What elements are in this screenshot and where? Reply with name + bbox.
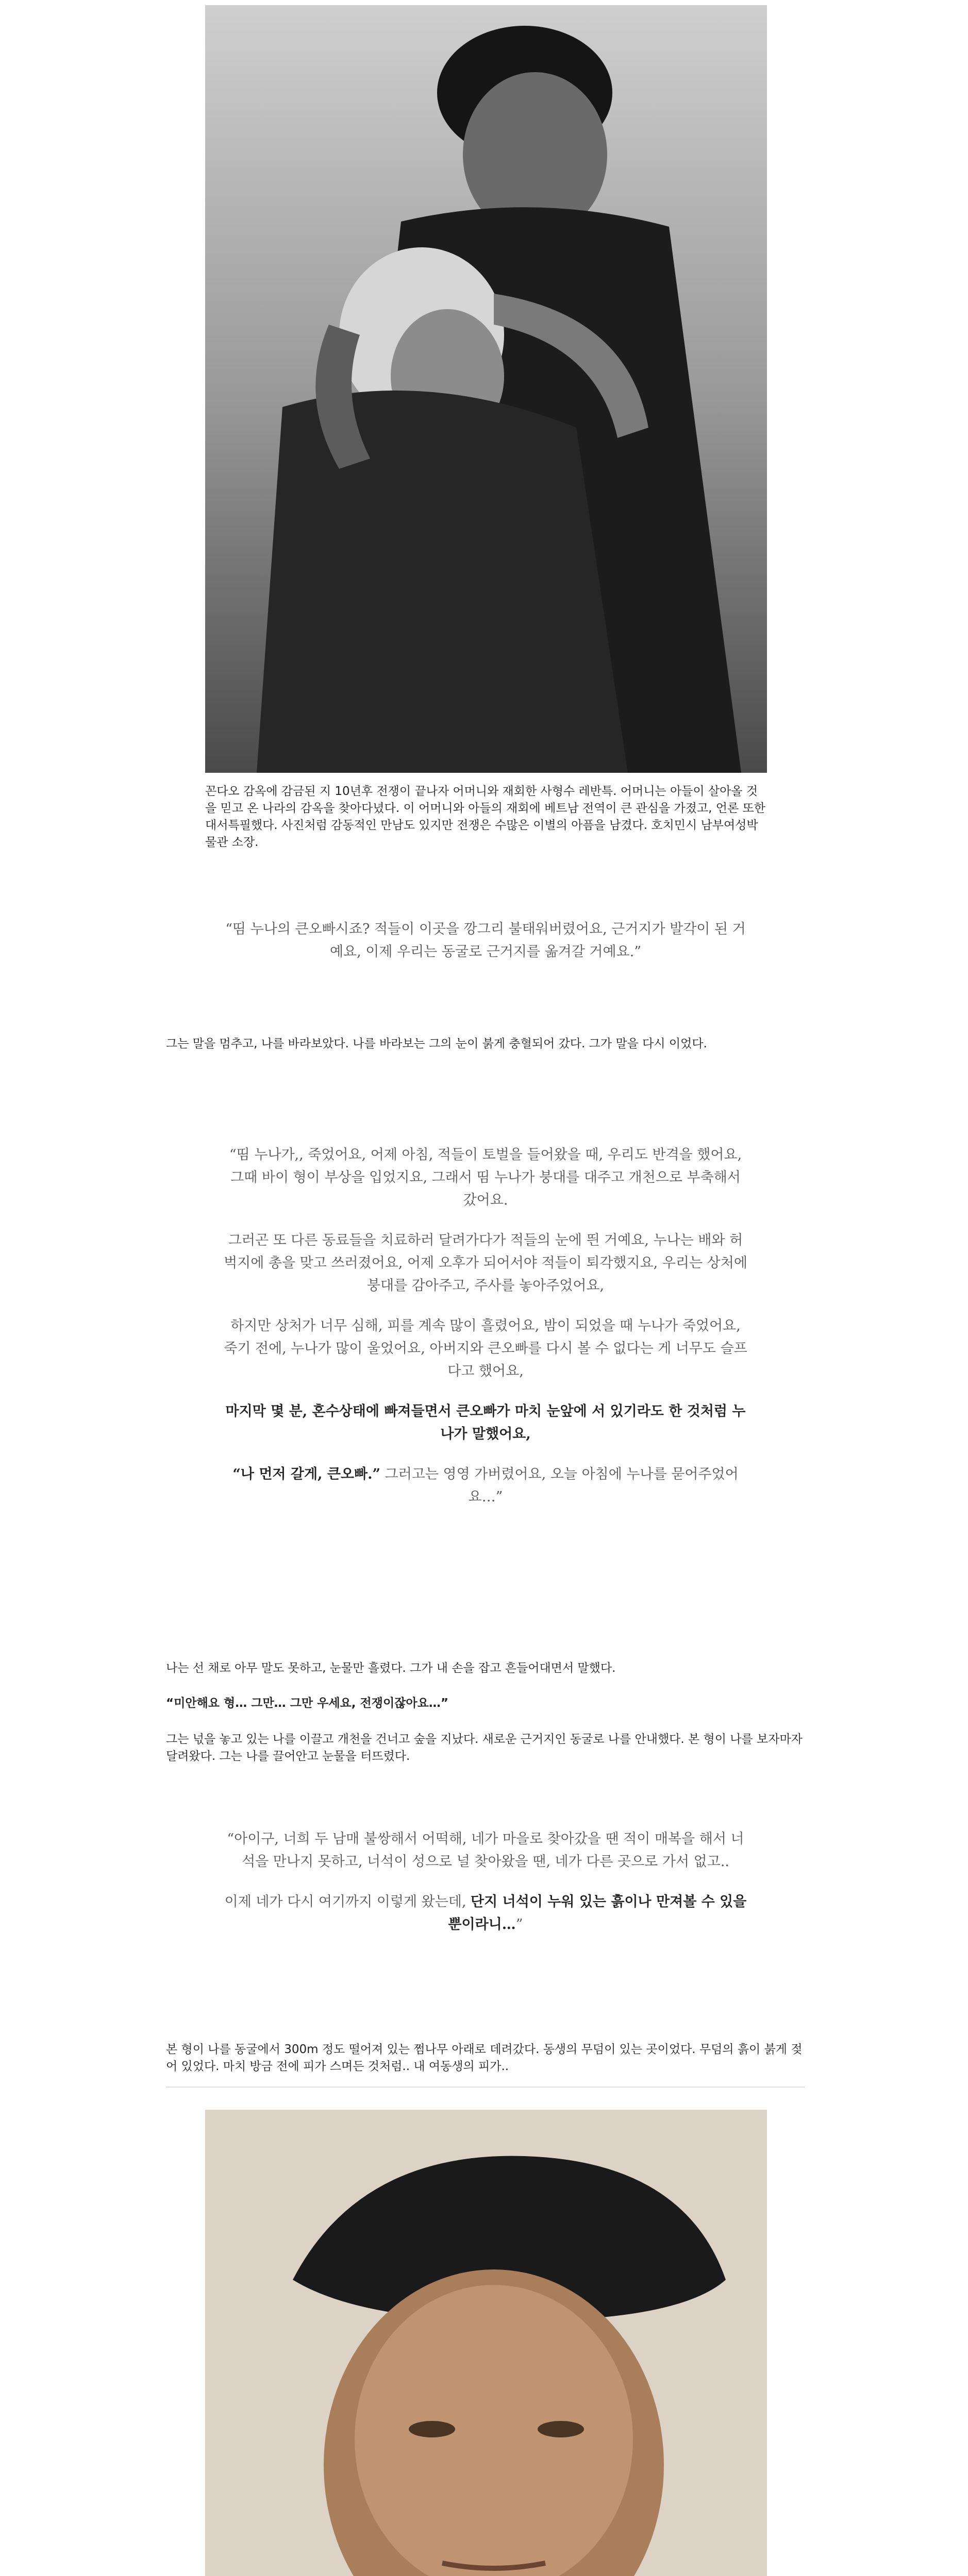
quote-paragraph: “아이구, 너희 두 남매 불쌍해서 어떡해, 네가 마을로 찾아갔을 땐 적이 매복을 해서 너석을 만나지 못하고, 너석이 성으로 널 찾아왔을 땐, 네가 다른 곳으로 가서 없고..: [227, 1831, 744, 1870]
paragraph: 나는 선 채로 아무 말도 못하고, 눈물만 흘렸다. 그가 내 손을 잡고 흔들어대면서 말했다.: [166, 1662, 616, 1675]
photo-caption: 꼰다오 감옥에 감금된 지 10년후 전쟁이 끝나자 어머니와 재회한 사형수 레반특. 어머니는 아들이 살아올 것을 믿고 온 나라의 감옥을 찾아다녔다. 이 어머니와 아들의 재회에 베트남 전역이 큰 관심을 가졌고, 언론 또한 대서특필했다. 사진처럼 감동적인 만남도 있지만 전쟁은 수많은 이별의 아픔을 남겼다. 호치민시 남부여성박물관 소장.: [205, 785, 765, 849]
quote-block-3: [223, 1828, 748, 1936]
quote-paragraph: 그러곤 또 다른 동료들을 치료하러 달려가다가 적들의 눈에 띈 거예요, 누나는 배와 허벅지에 총을 맞고 쓰러졌어요, 어제 오후가 되어서야 적들이 퇴각했지요, 우리는 상처에 붕대를 감아주고, 주사를 놓아주었어요,: [224, 1232, 747, 1294]
quote-paragraph-emphasis: 마지막 몇 분, 혼수상태에 빠져들면서 큰오빠가 마치 눈앞에 서 있기라도 한 것처럼 누나가 말했어요,: [225, 1403, 746, 1442]
quote-block-2: [223, 1144, 748, 1509]
quote-block-1: [223, 918, 748, 963]
reunion-photo-illustration: [205, 5, 767, 773]
quote-paragraph: “띰 누나가,, 죽었어요, 어제 아침, 적들이 토벌을 들어왔을 때, 우리도 반격을 했어요, 그때 바이 형이 부상을 입었지요, 그래서 띰 누나가 붕대를 대주고 개천으로 부축해서 갔어요.: [229, 1147, 742, 1208]
quote-emphasis: 단지 너석이 누워 있는 흙이나 만져볼 수 있을 뿐이라니…: [448, 1894, 747, 1933]
quote-paragraph: 이제 네가 다시 여기까지 이렇게 왔는데, 단지 너석이 누워 있는 흙이나 만져볼 수 있을 뿐이라니…”: [224, 1894, 747, 1933]
reunion-photo: [205, 5, 767, 773]
quote-paragraph: 하지만 상처가 너무 심해, 피를 계속 많이 흘렸어요, 밤이 되었을 때 누나가 죽었어요, 죽기 전에, 누나가 많이 울었어요, 아버지와 큰오빠를 다시 볼 수 없다는 게 너무도 슬프다고 했어요,: [224, 1318, 747, 1379]
paragraph: 본 형이 나를 동굴에서 300m 정도 떨어져 있는 쩜나무 아래로 데려갔다. 동생의 무덤이 있는 곳이었다. 무덤의 흙이 붉게 젖어 있었다. 마치 방금 전에 피가 스며든 것처럼.. 내 여동생의 피가..: [166, 2043, 803, 2073]
author-photo: [205, 2110, 767, 2576]
paragraph-emphasis: “미안해요 형… 그만… 그만 우세요, 전쟁이잖아요…”: [166, 1697, 448, 1710]
quote-text: “띰 누나의 큰오빠시죠? 적들이 이곳을 깡그리 불태워버렸어요, 근거지가 발각이 된 거예요, 이제 우리는 동굴로 근거지를 옮겨갈 거예요.”: [225, 921, 746, 960]
quote-paragraph: “나 먼저 갈게, 큰오빠.” 그러고는 영영 가버렸어요, 오늘 아침에 누나를 묻어주었어요…”: [232, 1466, 739, 1505]
quote-emphasis: “나 먼저 갈게, 큰오빠.”: [232, 1466, 381, 1482]
divider: [166, 2087, 805, 2088]
paragraph: 그는 말을 멈추고, 나를 바라보았다. 나를 바라보는 그의 눈이 붉게 충혈되어 갔다. 그가 말을 다시 이었다.: [166, 1037, 707, 1050]
author-photo-illustration: [205, 2110, 767, 2576]
paragraph: 그는 넋을 놓고 있는 나를 이끌고 개천을 건너고 숲을 지났다. 새로운 근거지인 동굴로 나를 안내했다. 본 형이 나를 보자마자 달려왔다. 그는 나를 끌어안고 눈물을 터뜨렸다.: [166, 1733, 803, 1763]
